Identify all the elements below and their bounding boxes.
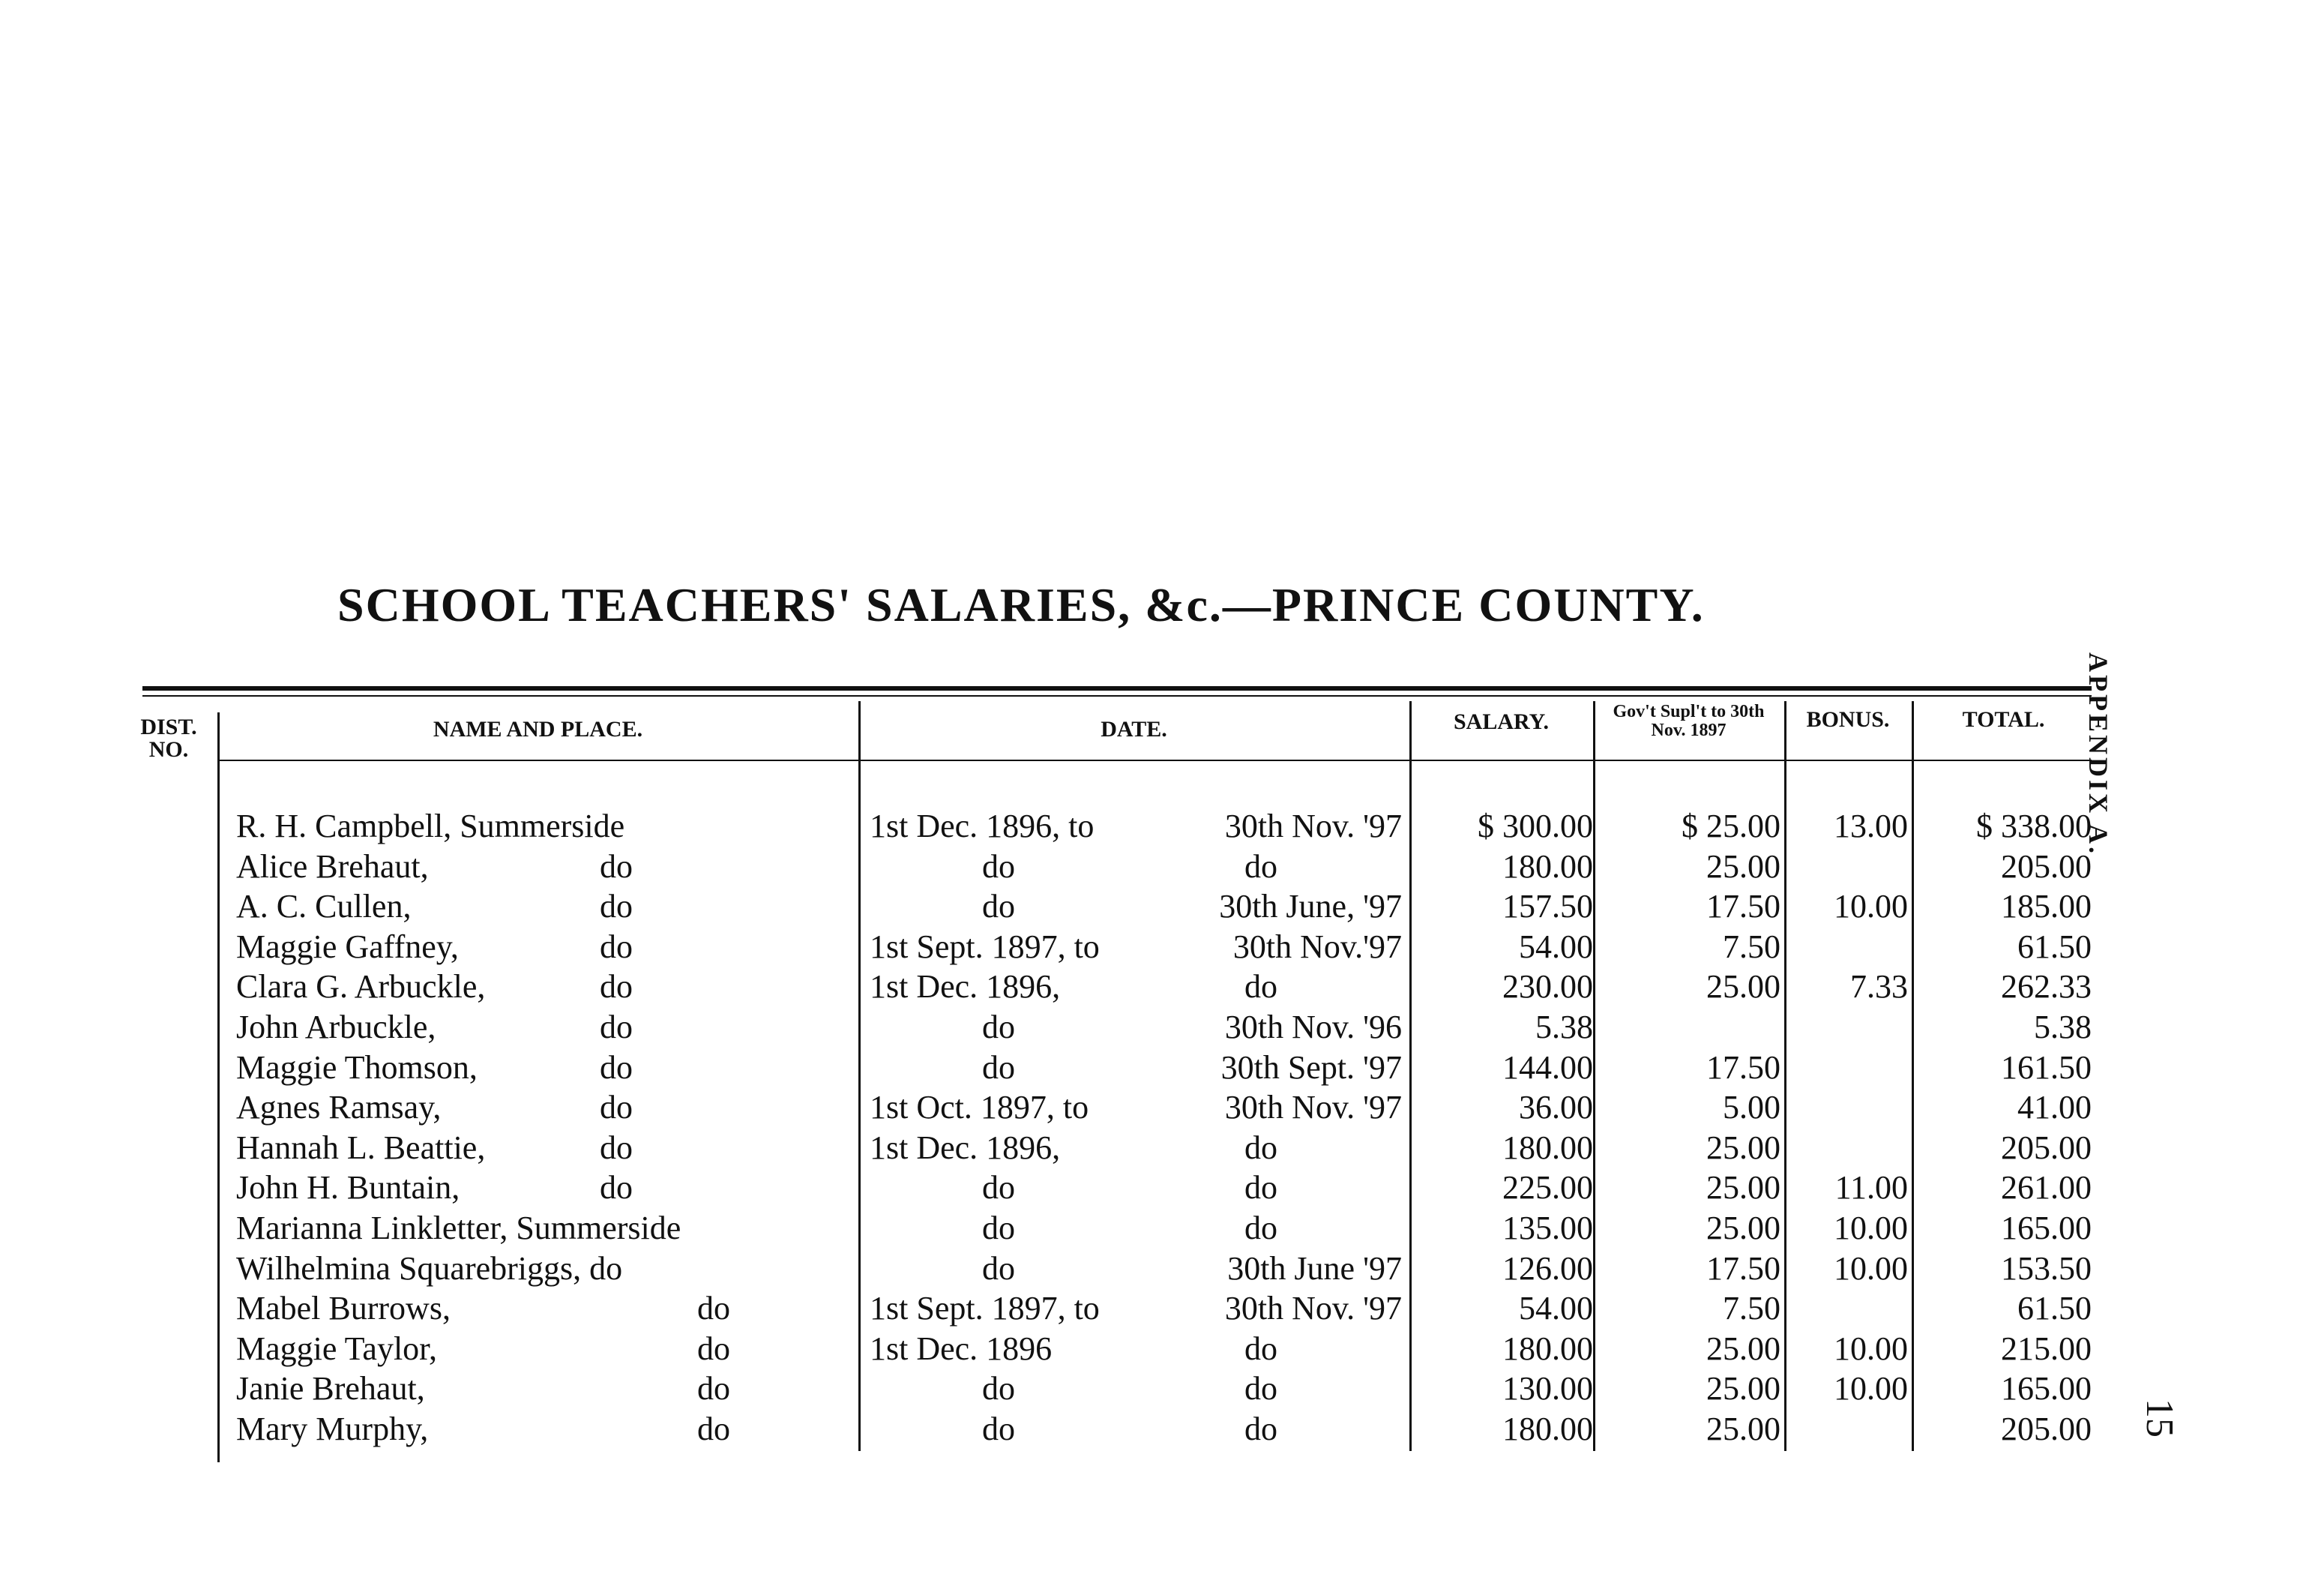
date-from: do	[982, 888, 1015, 925]
bonus-value: 10.00	[1834, 1370, 1908, 1407]
date-to: 30th Nov. '97	[1224, 1089, 1402, 1126]
total-value: 165.00	[2001, 1210, 2092, 1246]
teacher-name: Marianna Linkletter, Summerside	[236, 1210, 681, 1246]
gov-supl-value: 25.00	[1706, 1129, 1780, 1166]
teacher-name: Alice Brehaut,	[236, 848, 429, 885]
total-value: 205.00	[2001, 1411, 2092, 1447]
date-to: do	[1244, 1370, 1277, 1407]
teacher-place: do	[600, 888, 633, 925]
salary-value: 130.00	[1502, 1370, 1593, 1407]
teacher-place: do	[600, 1129, 633, 1166]
date-to: do	[1244, 1169, 1277, 1206]
header-name-place: NAME AND PLACE.	[433, 717, 643, 742]
bonus-value	[1788, 1128, 1908, 1168]
gov-supl-value: $ 25.00	[1682, 808, 1780, 844]
gov-supl-value: 17.50	[1706, 1250, 1780, 1287]
gov-supl-value: 17.50	[1706, 888, 1780, 925]
date-to: 30th Sept. '97	[1220, 1049, 1402, 1086]
teacher-name: Clara G. Arbuckle,	[236, 968, 486, 1005]
date-from: 1st Dec. 1896	[870, 1330, 1053, 1367]
teacher-name: Janie Brehaut,	[236, 1370, 425, 1407]
salary-value: 54.00	[1519, 928, 1593, 965]
gov-supl-value: 25.00	[1706, 1210, 1780, 1246]
teacher-place: do	[697, 1330, 730, 1367]
bonus-value	[1788, 927, 1908, 967]
bonus-value: 10.00	[1834, 888, 1908, 925]
teacher-name: Maggie Gaffney,	[236, 928, 459, 965]
date-to: do	[1244, 968, 1277, 1005]
total-value: 205.00	[2001, 1129, 2092, 1166]
gov-supl-value: 25.00	[1706, 1330, 1780, 1367]
table-top-rule	[142, 686, 2092, 691]
total-value: 262.33	[2001, 968, 2092, 1005]
header-gov-supl: Gov't Supl't to 30th Nov. 1897	[1613, 702, 1765, 740]
header-total: TOTAL.	[1962, 707, 2045, 732]
salary-value: 54.00	[1519, 1290, 1593, 1327]
teacher-name: Maggie Taylor,	[236, 1330, 438, 1367]
teacher-name: Mabel Burrows,	[236, 1290, 451, 1327]
bonus-value	[1788, 1288, 1908, 1328]
total-value: 185.00	[2001, 888, 2092, 925]
teacher-place: do	[600, 1089, 633, 1126]
teacher-place: do	[600, 928, 633, 965]
date-to: do	[1244, 1330, 1277, 1367]
gov-supl-value: 5.00	[1723, 1089, 1780, 1126]
column-rule	[217, 712, 220, 1462]
date-to: 30th Nov.'97	[1232, 928, 1402, 965]
date-from: do	[982, 1009, 1015, 1045]
date-from: do	[982, 848, 1015, 885]
date-from: 1st Dec. 1896,	[870, 1129, 1061, 1166]
total-value: 153.50	[2001, 1250, 2092, 1287]
teacher-place: do	[697, 1290, 730, 1327]
page-title: SCHOOL TEACHERS' SALARIES, &c.—PRINCE COUNTY.	[337, 578, 1705, 631]
column-rule	[1593, 701, 1595, 1451]
date-to: do	[1244, 848, 1277, 885]
date-from: do	[982, 1049, 1015, 1086]
teacher-name: R. H. Campbell, Summerside	[236, 808, 625, 844]
date-to: 30th Nov. '96	[1224, 1009, 1402, 1045]
salary-value: 180.00	[1502, 1129, 1593, 1166]
column-rule	[1784, 701, 1786, 1451]
table-top-rule-thin	[142, 695, 2092, 697]
gov-supl-value: 25.00	[1706, 1370, 1780, 1407]
bonus-value	[1788, 1007, 1908, 1047]
total-value: 261.00	[2001, 1169, 2092, 1206]
header-dist-no: DIST. NO.	[140, 715, 197, 762]
teacher-name: A. C. Cullen,	[236, 888, 412, 925]
bonus-value	[1788, 847, 1908, 886]
salary-value: 126.00	[1502, 1250, 1593, 1287]
total-value: 205.00	[2001, 848, 2092, 885]
date-from: do	[982, 1370, 1015, 1407]
bonus-value: 13.00	[1834, 808, 1908, 844]
total-value: 41.00	[2017, 1089, 2092, 1126]
bonus-value: 10.00	[1834, 1250, 1908, 1287]
teacher-place: do	[600, 1169, 633, 1206]
salary-value: 180.00	[1502, 1411, 1593, 1447]
date-from: 1st Dec. 1896, to	[870, 808, 1095, 844]
total-value: 61.50	[2017, 928, 2092, 965]
date-to: do	[1244, 1210, 1277, 1246]
salary-value: 180.00	[1502, 848, 1593, 885]
total-value: 165.00	[2001, 1370, 2092, 1407]
gov-supl-value: 17.50	[1706, 1049, 1780, 1086]
date-from: 1st Oct. 1897, to	[870, 1089, 1089, 1126]
gov-supl-value: 7.50	[1723, 1290, 1780, 1327]
gov-supl-value	[1597, 1007, 1780, 1047]
teacher-place: do	[600, 848, 633, 885]
teacher-name: Agnes Ramsay,	[236, 1089, 442, 1126]
header-date: DATE.	[1101, 717, 1167, 742]
salary-value: 36.00	[1519, 1089, 1593, 1126]
date-to: do	[1244, 1411, 1277, 1447]
bonus-value	[1788, 1409, 1908, 1449]
salary-value: 157.50	[1502, 888, 1593, 925]
salary-value: 180.00	[1502, 1330, 1593, 1367]
gov-supl-value: 25.00	[1706, 968, 1780, 1005]
date-to: 30th June '97	[1227, 1250, 1402, 1287]
page-number: 15	[2138, 1399, 2181, 1438]
salary-value: 144.00	[1502, 1049, 1593, 1086]
appendix-label: APPENDIX A.	[2083, 652, 2113, 857]
gov-supl-value: 7.50	[1723, 928, 1780, 965]
date-to: 30th June, '97	[1219, 888, 1402, 925]
bonus-value: 11.00	[1834, 1169, 1908, 1206]
date-from: 1st Sept. 1897, to	[870, 928, 1100, 965]
header-salary: SALARY.	[1453, 709, 1550, 734]
bonus-value	[1788, 1048, 1908, 1087]
date-to: do	[1244, 1129, 1277, 1166]
salary-value: $ 300.00	[1478, 808, 1593, 844]
salary-value: 225.00	[1502, 1169, 1593, 1206]
column-rule	[858, 701, 861, 1451]
teacher-place: do	[600, 1009, 633, 1045]
header-bottom-rule	[217, 760, 2092, 761]
teacher-place: do	[600, 968, 633, 1005]
date-from: do	[982, 1210, 1015, 1246]
date-from: do	[982, 1411, 1015, 1447]
total-value: $ 338.00	[1976, 808, 2092, 844]
teacher-place: do	[697, 1411, 730, 1447]
teacher-name: John H. Buntain,	[236, 1169, 460, 1206]
column-rule	[1912, 701, 1914, 1451]
total-value: 61.50	[2017, 1290, 2092, 1327]
teacher-place: do	[600, 1049, 633, 1086]
salary-value: 230.00	[1502, 968, 1593, 1005]
salary-value: 5.38	[1535, 1009, 1593, 1045]
date-from: 1st Sept. 1897, to	[870, 1290, 1100, 1327]
teacher-name: John Arbuckle,	[236, 1009, 436, 1045]
bonus-value: 10.00	[1834, 1210, 1908, 1246]
header-bonus: BONUS.	[1806, 707, 1890, 732]
gov-supl-value: 25.00	[1706, 848, 1780, 885]
gov-supl-value: 25.00	[1706, 1169, 1780, 1206]
date-from: do	[982, 1169, 1015, 1206]
teacher-name: Mary Murphy,	[236, 1411, 429, 1447]
date-from: 1st Dec. 1896,	[870, 968, 1061, 1005]
date-from: do	[982, 1250, 1015, 1287]
teacher-name: Wilhelmina Squarebriggs, do	[236, 1250, 623, 1287]
teacher-place: do	[697, 1370, 730, 1407]
gov-supl-value: 25.00	[1706, 1411, 1780, 1447]
bonus-value	[1788, 1087, 1908, 1127]
teacher-name: Maggie Thomson,	[236, 1049, 478, 1086]
bonus-value: 7.33	[1850, 968, 1908, 1005]
total-value: 161.50	[2001, 1049, 2092, 1086]
salary-value: 135.00	[1502, 1210, 1593, 1246]
total-value: 5.38	[2034, 1009, 2092, 1045]
date-to: 30th Nov. '97	[1224, 808, 1402, 844]
teacher-name: Hannah L. Beattie,	[236, 1129, 486, 1166]
total-value: 215.00	[2001, 1330, 2092, 1367]
bonus-value: 10.00	[1834, 1330, 1908, 1367]
date-to: 30th Nov. '97	[1224, 1290, 1402, 1327]
